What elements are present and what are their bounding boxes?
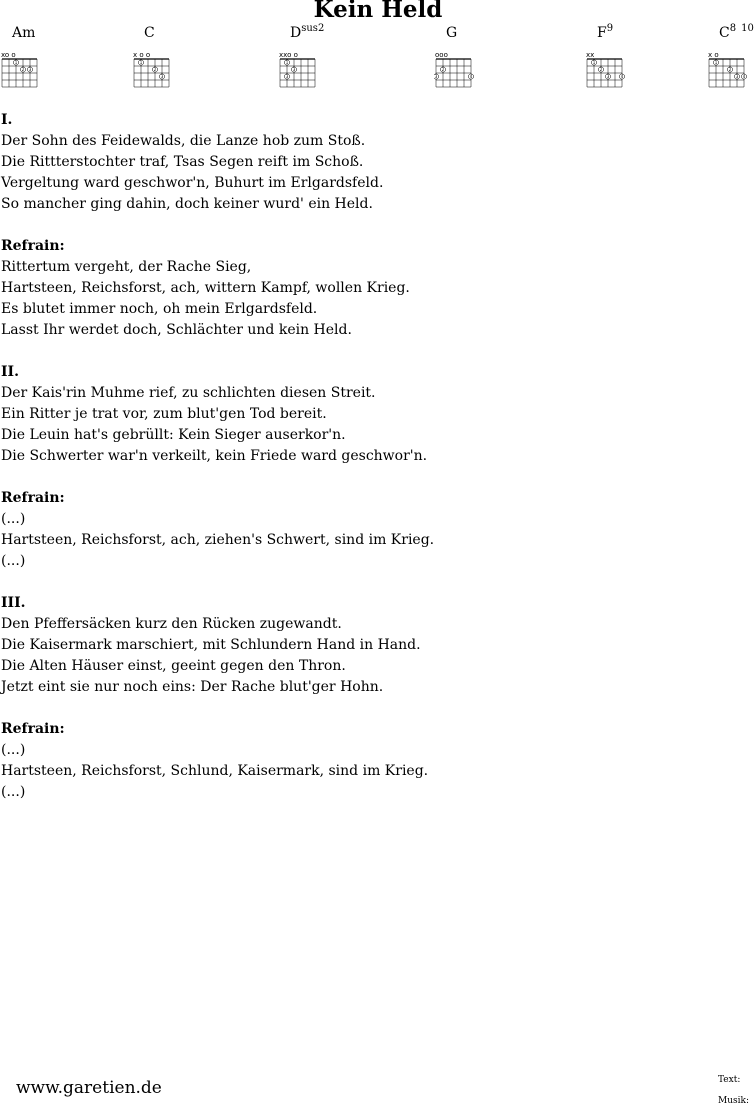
- lyrics: [1, 110, 701, 824]
- chord-3: [434, 24, 506, 80]
- lyric-line: Vergeltung ward geschwor'n, Buhurt im Erlgardsfeld.: [1, 175, 384, 191]
- credits: [718, 1070, 749, 1112]
- finger-number: 2: [21, 67, 25, 73]
- chord-name: $C^8$ $^{10}$: [719, 23, 754, 41]
- lyric-line: Lasst Ihr werdet doch, Schlächter und kein Held.: [1, 322, 352, 338]
- finger-number: 3: [434, 74, 438, 80]
- finger-number: 4: [469, 74, 473, 80]
- lyric-line: Hartsteen, Reichsforst, ach, wittern Kampf, wollen Krieg.: [1, 280, 410, 296]
- finger-number: 2: [599, 67, 603, 73]
- finger-number: 2: [728, 67, 732, 73]
- lyric-line: Der Kais'rin Muhme rief, zu schlichten diesen Streit.: [1, 385, 376, 401]
- string-markers: ooo: [435, 51, 448, 59]
- finger-number: 2: [153, 67, 157, 73]
- lyric-line: Die Rittterstochter traf, Tsas Segen reift im Schoß.: [1, 154, 364, 170]
- stanza: [1, 236, 701, 341]
- stanza: [1, 593, 701, 698]
- stanza-heading: II.: [1, 364, 19, 380]
- string-markers: x o o: [133, 51, 151, 59]
- finger-number: 1: [139, 60, 143, 66]
- lyric-line: Jetzt eint sie nur noch eins: Der Rache blut'ger Hohn.: [1, 679, 384, 695]
- lyric-line: (...): [1, 784, 26, 800]
- stanza-heading: I.: [1, 112, 13, 128]
- chord-grid: [434, 50, 478, 92]
- finger-number: 3: [292, 67, 296, 73]
- stanza: [1, 110, 701, 215]
- lyric-line: (...): [1, 511, 26, 527]
- music-credit-label: Musik:: [718, 1096, 749, 1106]
- chord-fret-position: 10: [741, 23, 754, 34]
- lyric-line: Die Kaisermark marschiert, mit Schlundern Hand in Hand.: [1, 637, 421, 653]
- finger-number: 3: [28, 67, 32, 73]
- lyric-line: Hartsteen, Reichsforst, ach, ziehen's Schwert, sind im Krieg.: [1, 532, 435, 548]
- finger-number: 1: [14, 60, 18, 66]
- lyric-line: Der Sohn des Feidewalds, die Lanze hob zum Stoß.: [1, 133, 366, 149]
- finger-number: 3: [160, 74, 164, 80]
- chord-5: [708, 23, 756, 80]
- lyric-line: So mancher ging dahin, doch keiner wurd' ein Held.: [1, 196, 373, 212]
- chord-grid: [278, 50, 322, 92]
- finger-number: 4: [742, 74, 746, 80]
- lyric-line: Hartsteen, Reichsforst, Schlund, Kaisermark, sind im Krieg.: [1, 763, 429, 779]
- stanza-heading: III.: [1, 595, 26, 611]
- lyric-line: Rittertum vergeht, der Rache Sieg,: [1, 259, 252, 275]
- chord-grid: [707, 50, 751, 92]
- finger-number: 4: [620, 74, 624, 80]
- lyric-line: (...): [1, 742, 26, 758]
- song-title: Kein Held: [313, 0, 443, 23]
- chord-0: [1, 24, 72, 73]
- lyric-line: (...): [1, 553, 26, 569]
- stanza: [1, 719, 701, 803]
- chord-superscript: sus2: [301, 23, 325, 34]
- stanza-heading: Refrain:: [1, 238, 65, 254]
- chord-superscript: 8: [729, 23, 737, 34]
- string-markers: xxo o: [279, 51, 298, 59]
- footer-url[interactable]: www.garetien.de: [16, 1078, 162, 1098]
- finger-number: 1: [285, 60, 289, 66]
- lyric-line: Es blutet immer noch, oh mein Erlgardsfeld.: [1, 301, 318, 317]
- chord-superscript: 9: [606, 23, 614, 34]
- lyric-line: Die Schwerter war'n verkeilt, kein Friede ward geschwor'n.: [1, 448, 428, 464]
- lyric-line: Den Pfeffersäcken kurz den Rücken zugewandt.: [1, 616, 342, 632]
- chord-name: $D^{sus2}$: [290, 23, 325, 41]
- stanza-heading: Refrain:: [1, 721, 65, 737]
- text-credit-label: Text:: [718, 1075, 741, 1085]
- finger-number: 1: [714, 60, 718, 66]
- string-markers: xx: [586, 51, 595, 59]
- chord-grid: [132, 50, 176, 92]
- finger-number: 1: [592, 60, 596, 66]
- finger-number: 3: [606, 74, 610, 80]
- chord-name: Am: [12, 25, 36, 41]
- chord-grid: [0, 50, 44, 92]
- finger-number: 3: [285, 74, 289, 80]
- stanza: [1, 362, 701, 467]
- string-markers: x o: [708, 51, 719, 59]
- lyric-line: Die Alten Häuser einst, geeint gegen den Thron.: [1, 658, 346, 674]
- chord-4: [586, 23, 657, 80]
- stanza: [1, 488, 701, 572]
- lyric-line: Die Leuin hat's gebrüllt: Kein Sieger auserkor'n.: [1, 427, 346, 443]
- chord-grid: [585, 50, 629, 92]
- lyric-line: Ein Ritter je trat vor, zum blut'gen Tod bereit.: [1, 406, 327, 422]
- chord-2: [279, 23, 350, 80]
- stanza-heading: Refrain:: [1, 490, 65, 506]
- finger-number: 3: [735, 74, 739, 80]
- chord-name: C: [144, 25, 155, 41]
- chord-name: $F^9$: [597, 23, 614, 41]
- string-markers: xo o: [1, 51, 16, 59]
- finger-number: 2: [441, 67, 445, 73]
- chord-1: [133, 24, 204, 80]
- chord-name: G: [446, 25, 458, 41]
